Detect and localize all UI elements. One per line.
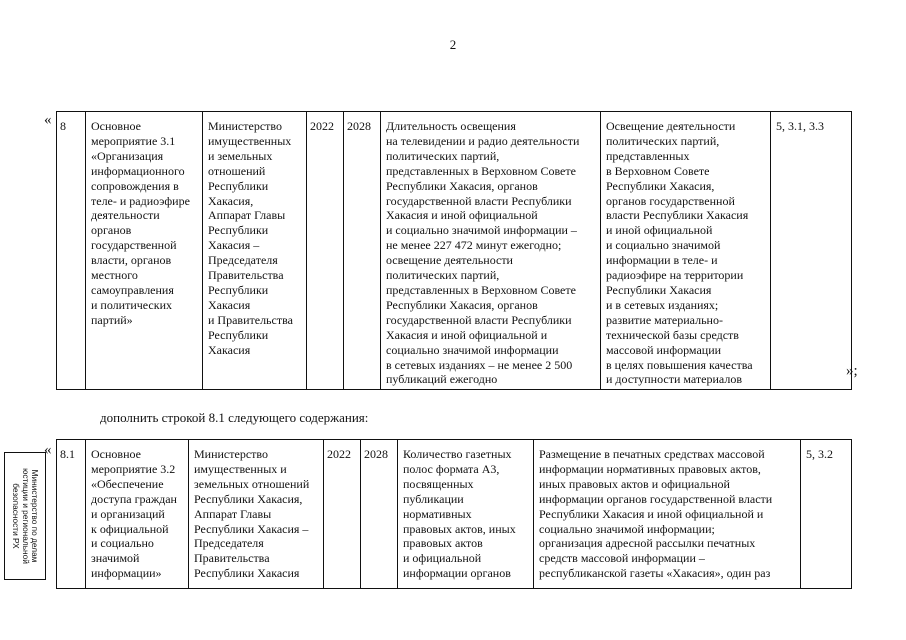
executor-cell: Министерство имущественных и земельных отношений Республики Хакасия, Аппарат Главы Республики Хакасия – Председателя Правительства Республики Хакасия и Правительства Республики Хакасия: [203, 112, 307, 390]
stamp-line: юстиции и региональной: [20, 468, 31, 564]
open-quote-row-8: «: [44, 112, 52, 128]
stamp-line: безопасности РХ: [11, 483, 22, 549]
stamp-text: [5, 453, 45, 579]
reference-cell: 5, 3.2: [801, 440, 852, 589]
close-quote-row-8: »;: [846, 363, 858, 379]
indicator-cell: Длительность освещения на телевидении и радио деятельности политических партий, представленных в Верховном Совете Республики Хакасия, органов государственной власти Республики Хакасия и иной официальной и социально значимой информации – не менее 227 472 минут ежегодно; освещение деятельности политических партий, представленных в Верховном Совете Республики Хакасия, органов государственной власти Республики Хакасия и иной официальной и социально значимой информации в сетевых изданиях – не менее 2 500 публикаций ежегодно: [381, 112, 601, 390]
result-cell: Освещение деятельности политических партий, представленных в Верховном Совете Республики Хакасия, органов государственной власти Республики Хакасия и иной официальной и социально значимой информации в теле- и радиоэфире на территории Республики Хакасия и в сетевых изданиях; развитие материально- технической базы средств массовой информации в целях повышения качества и доступности материалов: [601, 112, 771, 390]
end-year-cell: 2028: [344, 112, 381, 390]
end-year-cell: 2028: [361, 440, 398, 589]
open-quote-row-8-1: «: [44, 442, 52, 458]
amendment-intro-text: дополнить строкой 8.1 следующего содержания:: [100, 410, 369, 425]
executor-cell: Министерство имущественных и земельных отношений Республики Хакасия, Аппарат Главы Республики Хакасия – Председателя Правительства Республики Хакасия: [189, 440, 324, 589]
start-year-cell: 2022: [324, 440, 361, 589]
measure-cell: Основное мероприятие 3.2 «Обеспечение доступа граждан и организаций к официальной и социально значимой информации»: [86, 440, 189, 589]
stamp-line: Министерство по делам: [30, 469, 41, 563]
measure-cell: Основное мероприятие 3.1 «Организация информационного сопровождения в теле- и радиоэфире деятельности органов государственной власти, органов местного самоуправления и политических партий»: [86, 112, 203, 390]
result-cell: Размещение в печатных средствах массовой информации нормативных правовых актов, иных правовых актов и официальной информации органов государственной власти Республики Хакасия и иной официальной и социально значимой информации; организация адресной рассылки печатных средств массовой информации – республиканской газеты «Хакасия», один раз: [534, 440, 801, 589]
indicator-cell: Количество газетных полос формата А3, посвященных публикации нормативных правовых актов, иных правовых актов и официальной информации органов: [398, 440, 534, 589]
table-row: [57, 112, 852, 390]
start-year-cell: 2022: [307, 112, 344, 390]
page-number: 2: [449, 37, 457, 52]
program-table-row-8-1: [56, 439, 852, 589]
row-number: 8.1: [57, 440, 86, 589]
ministry-stamp: [4, 452, 46, 580]
table-row: [57, 440, 852, 589]
reference-cell: 5, 3.1, 3.3: [771, 112, 852, 390]
program-table-row-8: [56, 111, 852, 390]
row-number: 8: [57, 112, 86, 390]
